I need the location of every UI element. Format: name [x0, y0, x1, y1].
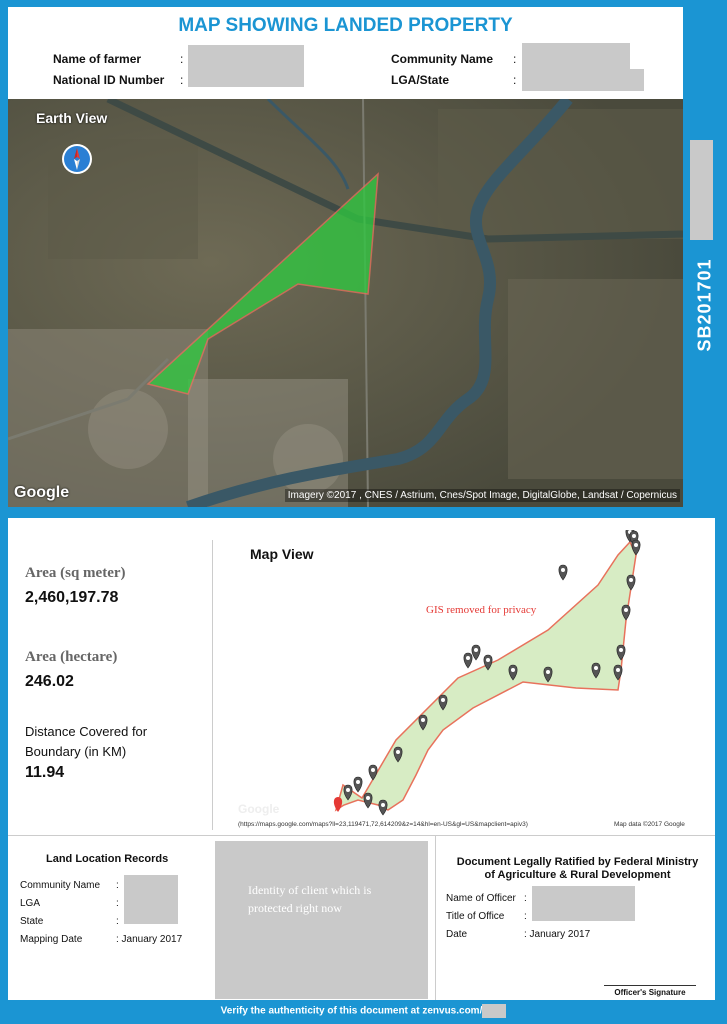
ratified-title-line2: of Agriculture & Rural Development: [484, 869, 671, 881]
office-title-colon: :: [524, 911, 527, 922]
distance-label-line1: Distance Covered for: [25, 724, 148, 739]
google-logo: Google: [14, 484, 70, 501]
verify-text: Verify the authenticity of this document at zenvus.com/: [220, 1005, 483, 1017]
verify-code-redacted: [482, 1004, 506, 1018]
client-identity-box: [215, 841, 428, 999]
earth-view-label: Earth View: [36, 110, 108, 126]
ratified-title-line1: Document Legally Ratified by Federal Ministry: [456, 856, 699, 868]
divider: [435, 836, 436, 1000]
officer-redacted: [532, 886, 635, 921]
boundary-pin[interactable]: [354, 777, 362, 792]
community-name-label: Community Name: [391, 52, 494, 66]
divider: [8, 835, 715, 836]
area-ha-value: 246.02: [25, 673, 74, 690]
records-lga-colon: :: [116, 898, 119, 909]
ratified-date-value: : January 2017: [524, 929, 591, 940]
community-name-colon: :: [513, 52, 517, 66]
map-view[interactable]: [218, 530, 708, 835]
divider: [212, 540, 213, 830]
farmer-name-label: Name of farmer: [53, 52, 142, 66]
records-lga-label: LGA: [20, 898, 41, 909]
gis-privacy-note: GIS removed for privacy: [426, 604, 537, 616]
boundary-pin[interactable]: [464, 653, 472, 668]
serial-number: SB201701: [694, 258, 715, 352]
details-panel: [8, 518, 715, 1000]
boundary-pin[interactable]: [364, 793, 372, 808]
serial-redacted: [690, 140, 713, 240]
mapping-date-value: : January 2017: [116, 934, 183, 945]
area-sqm-value: 2,460,197.78: [25, 589, 119, 606]
records-community-colon: :: [116, 880, 119, 891]
start-pin[interactable]: [334, 797, 342, 812]
page-title: MAP SHOWING LANDED PROPERTY: [178, 15, 513, 36]
map-url[interactable]: (https://maps.google.com/maps?ll=23,119471,72,614209&z=14&hl=en-US&gl=US&mapclient=apiv3): [238, 821, 528, 828]
farmer-name-redacted: [188, 45, 304, 87]
distance-value: 11.94: [25, 764, 65, 781]
national-id-colon: :: [180, 73, 184, 87]
area-sqm-label: Area (sq meter): [25, 565, 126, 581]
farmer-name-colon: :: [180, 52, 184, 66]
imagery-credits: Imagery ©2017 , CNES / Astrium, Cnes/Spot Image, DigitalGlobe, Landsat / Copernicus: [285, 489, 680, 502]
distance-label-line2: Boundary (in KM): [25, 744, 127, 759]
lga-state-redacted: [522, 69, 644, 91]
map-view-title: Map View: [250, 546, 314, 562]
satellite-map[interactable]: [8, 99, 683, 507]
boundary-pin[interactable]: [379, 800, 387, 815]
boundary-pin[interactable]: [559, 565, 567, 580]
officer-name-colon: :: [524, 893, 527, 904]
land-records-title: Land Location Records: [46, 853, 169, 865]
client-identity-line2: protected right now: [248, 901, 342, 915]
compass-icon[interactable]: [62, 144, 92, 174]
records-community-label: Community Name: [20, 880, 101, 891]
lga-state-colon: :: [513, 73, 517, 87]
records-state-label: State: [20, 916, 44, 927]
officer-name-label: Name of Officer: [446, 893, 516, 904]
mapping-date-label: Mapping Date: [20, 934, 83, 945]
ratified-date-label: Date: [446, 929, 468, 940]
client-identity-line1: Identity of client which is: [248, 883, 372, 897]
community-name-redacted: [522, 43, 630, 69]
records-state-colon: :: [116, 916, 119, 927]
records-redacted: [124, 875, 178, 924]
signature-line: [604, 985, 696, 986]
lga-state-label: LGA/State: [391, 73, 450, 87]
map-google-logo: Google: [238, 802, 280, 816]
office-title-label: Title of Office: [446, 911, 505, 922]
verify-footer[interactable]: [0, 1004, 727, 1018]
map-data-credit: Map data ©2017 Google: [614, 821, 685, 828]
officer-signature-label: Officer's Signature: [614, 988, 686, 997]
national-id-label: National ID Number: [53, 73, 165, 87]
property-map-panel: [8, 7, 683, 507]
area-ha-label: Area (hectare): [25, 649, 118, 665]
boundary-pin[interactable]: [472, 645, 480, 660]
